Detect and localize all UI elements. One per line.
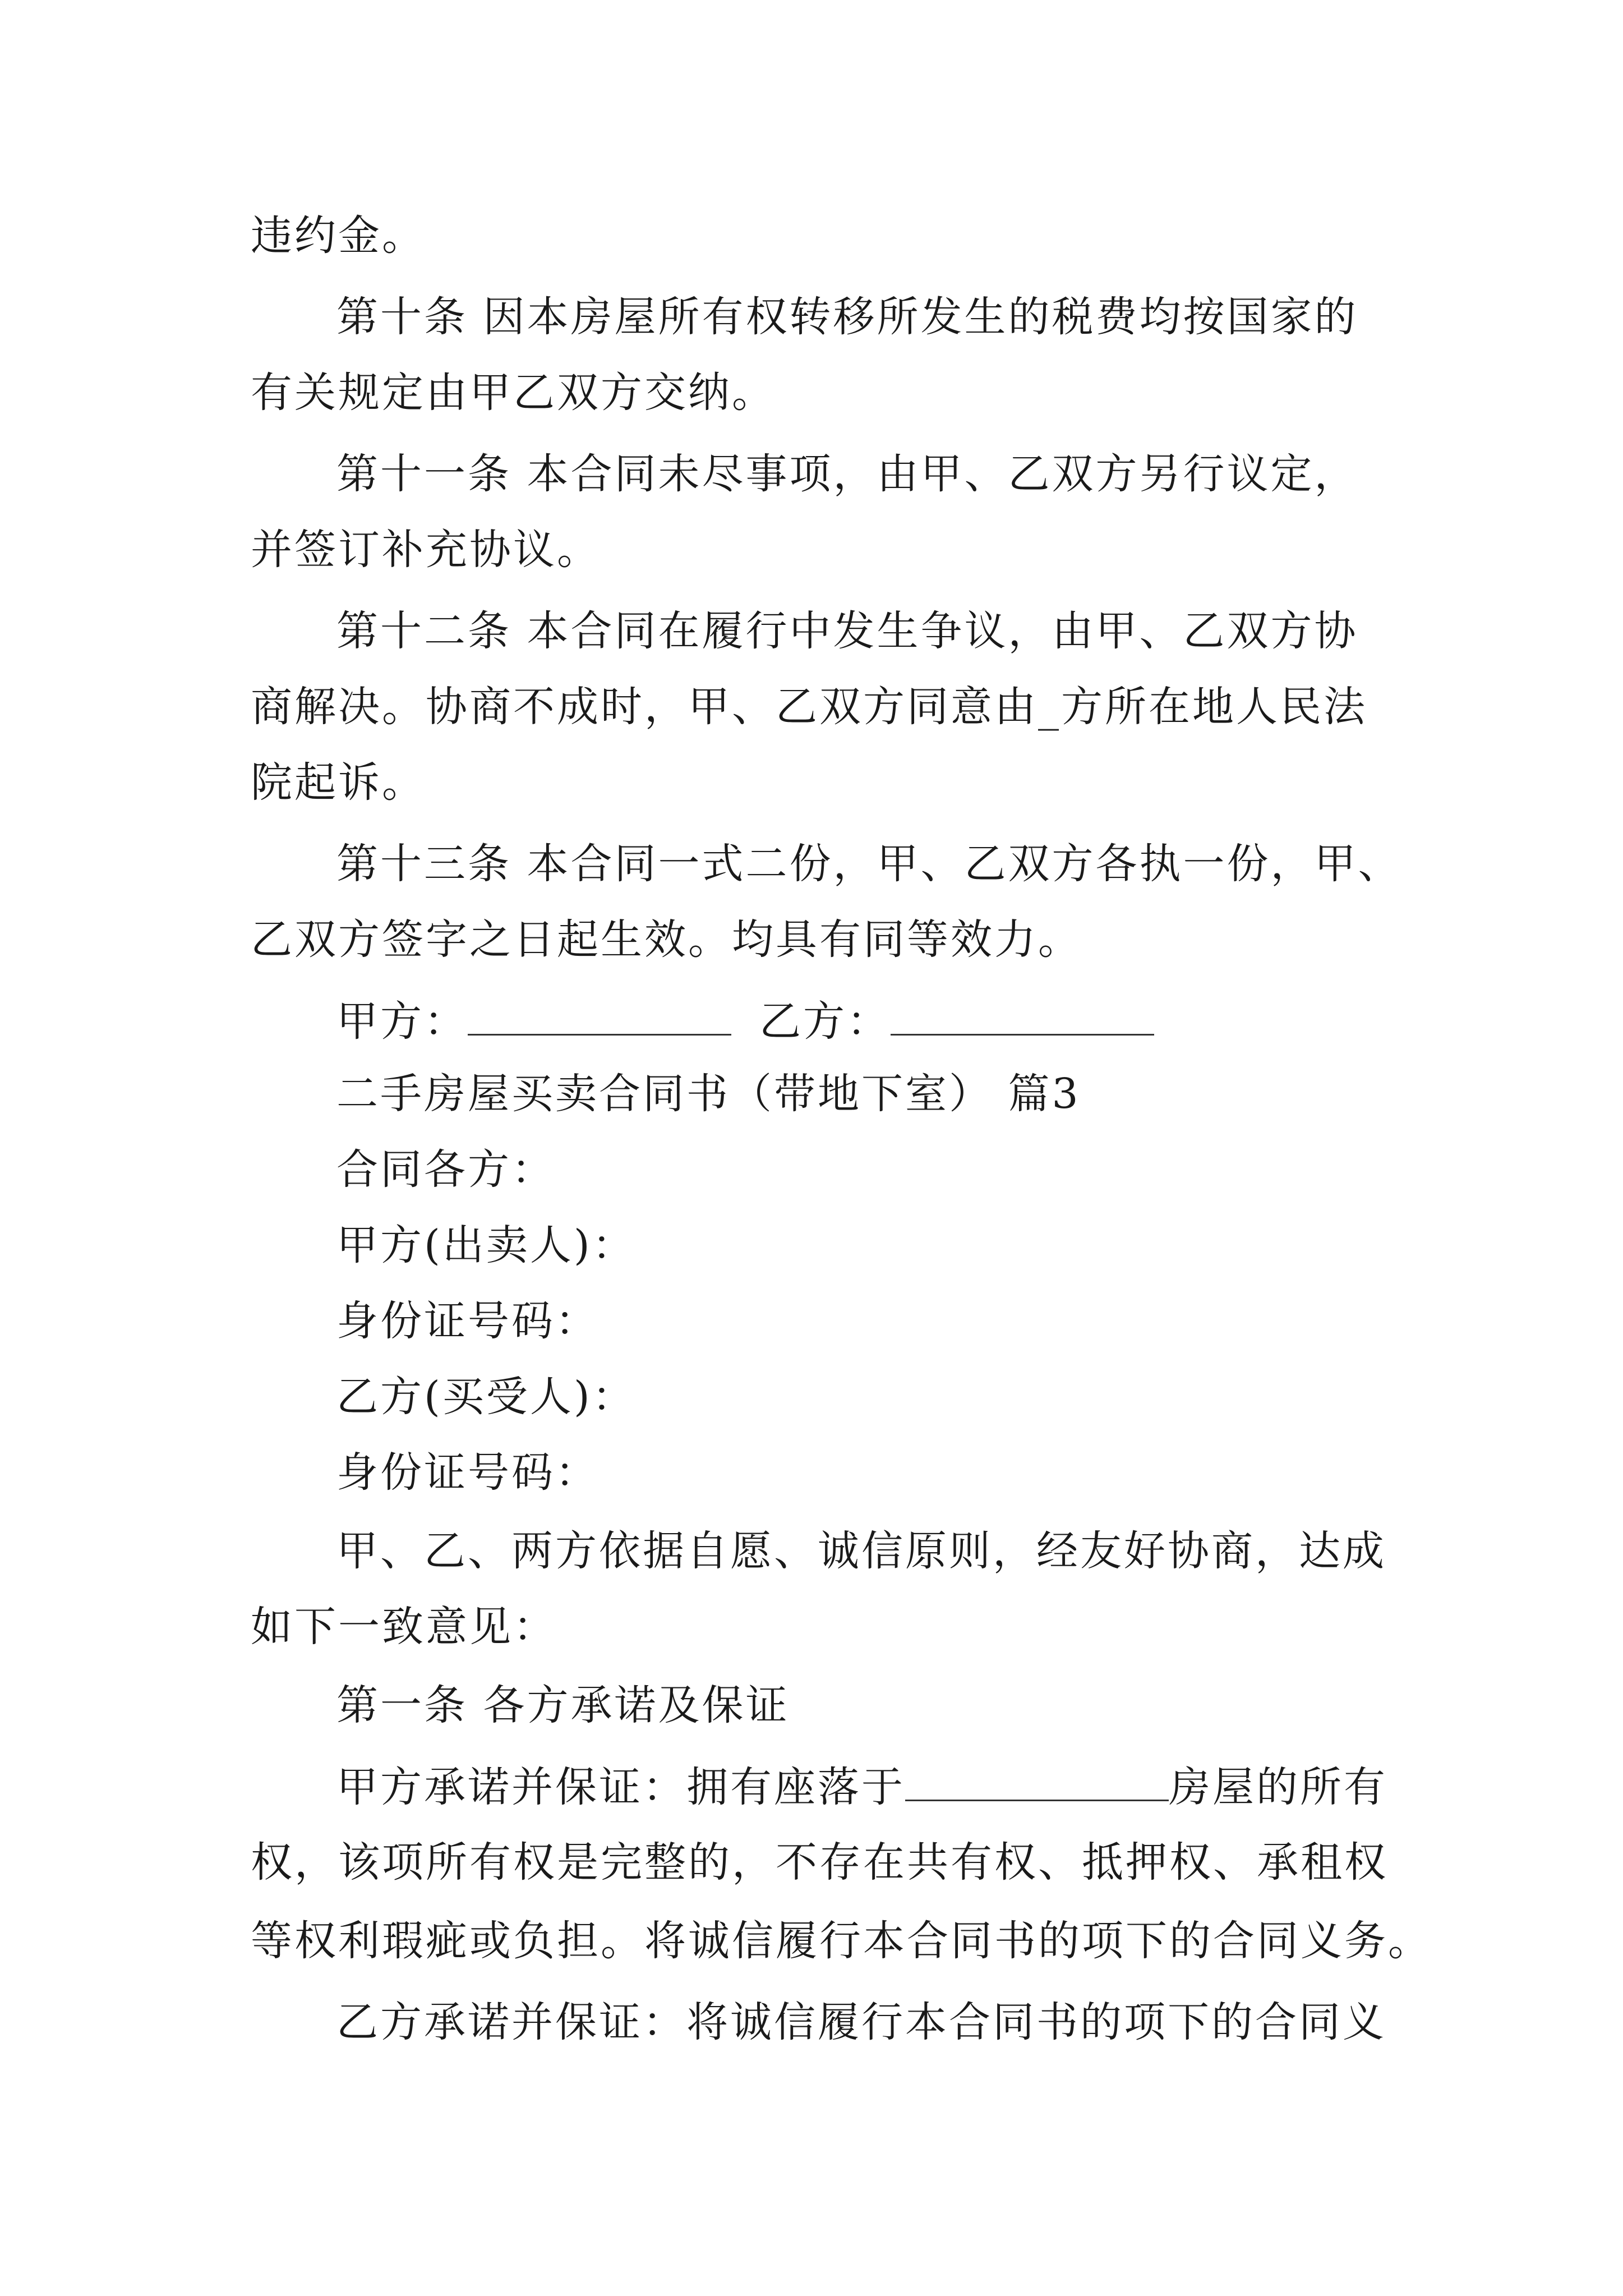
text-line: 身份证号码：: [336, 1448, 599, 1497]
article-12-line-2: 商解决。协商不成时，甲、乙双方同意由_方所在地人民法: [251, 683, 1367, 731]
text-line: 甲方(出卖人)：: [336, 1221, 636, 1269]
party-b-blank[interactable]: [891, 990, 1154, 1036]
party-a-blank[interactable]: [468, 990, 731, 1036]
property-location-blank[interactable]: [905, 1756, 1169, 1801]
party-a-label: 甲方：: [336, 997, 468, 1046]
article-13-line-2: 乙双方签字之日起生效。均具有同等效力。: [251, 915, 1082, 964]
text-line: 合同各方：: [336, 1145, 555, 1194]
article-13-line-1: 第十三条 本合同一式二份，甲、乙双方各执一份，甲、: [336, 840, 1402, 888]
party-b-label: 乙方：: [759, 997, 891, 1046]
text-line: 权，该项所有权是完整的，不存在共有权、抵押权、承租权: [251, 1838, 1388, 1887]
text-line: 乙方承诺并保证：将诚信履行本合同书的项下的合同义: [336, 1998, 1386, 2046]
text-line: 违约金。: [251, 211, 426, 260]
text-line: 身份证号码：: [336, 1297, 599, 1345]
text-line: 乙方(买受人)：: [336, 1373, 636, 1421]
text-line: 等权利瑕疵或负担。将诚信履行本合同书的项下的合同义务。: [251, 1917, 1432, 1965]
article-12-line-1: 第十二条 本合同在履行中发生争议，由甲、乙双方协: [336, 607, 1358, 655]
article-1-heading: 第一条 各方承诺及保证: [336, 1681, 790, 1729]
text-line: 如下一致意见：: [251, 1603, 557, 1651]
promise-a-before: 甲方承诺并保证：拥有座落于: [336, 1763, 905, 1811]
article-10-line-1: 第十条 因本房屋所有权转移所发生的税费均按国家的: [336, 293, 1358, 341]
section-title: 二手房屋买卖合同书（带地下室） 篇3: [336, 1070, 1081, 1118]
article-12-line-3: 院起诉。: [251, 758, 426, 807]
article-11-line-1: 第十一条 本合同未尽事项，由甲、乙双方另行议定，: [336, 450, 1358, 498]
article-10-line-2: 有关规定由甲乙双方交纳。: [251, 369, 776, 417]
article-11-line-2: 并签订补充协议。: [251, 526, 601, 574]
text-line: 甲、乙、两方依据自愿、诚信原则，经友好协商，达成: [336, 1527, 1386, 1575]
promise-a-line: [336, 1756, 1387, 1815]
promise-a-after: 房屋的所有: [1169, 1763, 1387, 1811]
signature-line: [336, 990, 1154, 1050]
